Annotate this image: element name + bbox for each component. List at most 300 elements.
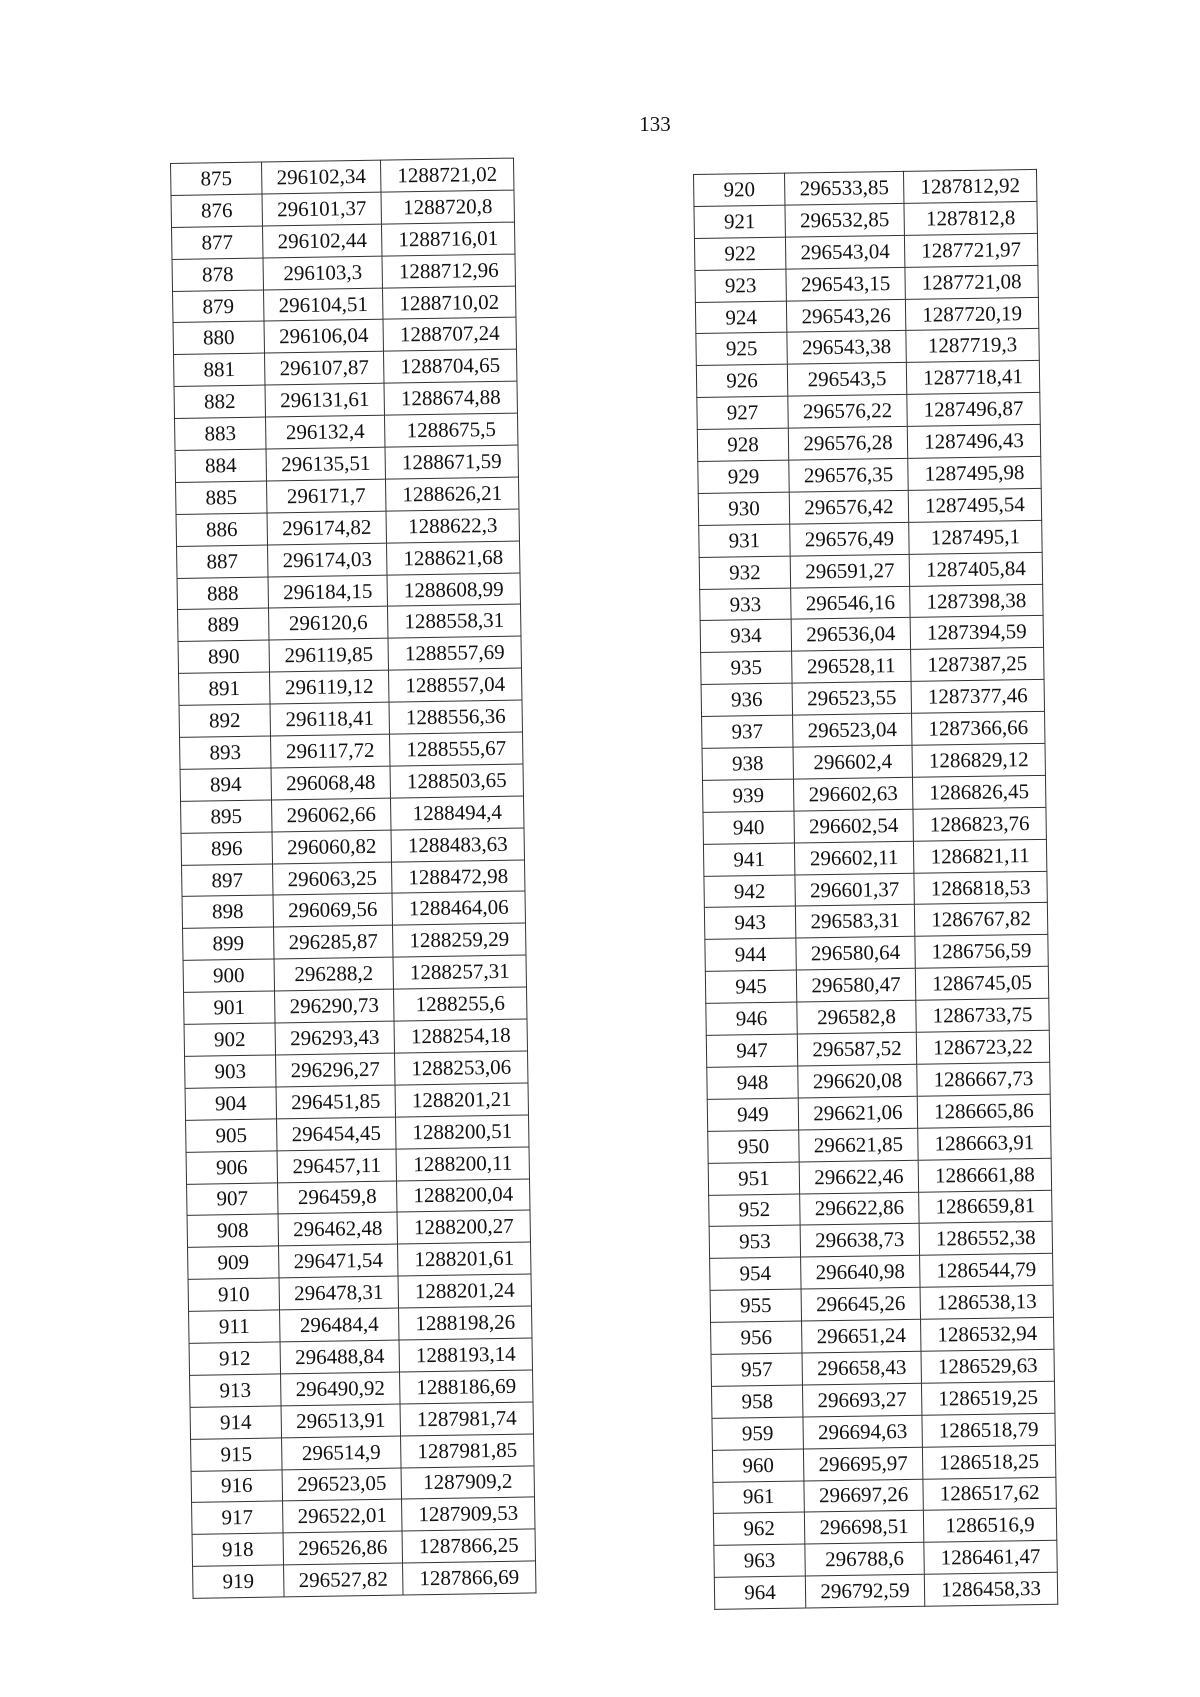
y-coordinate-cell: 1286538,13 xyxy=(920,1285,1053,1319)
table-row xyxy=(181,796,524,833)
table-row xyxy=(705,967,1048,1004)
table-row xyxy=(184,1019,527,1056)
y-coordinate-cell: 1286663,91 xyxy=(918,1126,1051,1160)
x-coordinate-cell: 296174,82 xyxy=(267,511,386,545)
x-coordinate-cell: 296543,04 xyxy=(785,235,904,269)
point-number-cell: 940 xyxy=(703,811,794,844)
x-coordinate-cell: 296522,01 xyxy=(283,1499,402,1533)
x-coordinate-cell: 296576,49 xyxy=(790,522,909,556)
x-coordinate-cell: 296184,15 xyxy=(268,575,387,609)
table-row xyxy=(698,488,1041,525)
table-row xyxy=(702,775,1045,812)
y-coordinate-cell: 1286756,59 xyxy=(915,935,1048,969)
table-row xyxy=(172,222,515,259)
table-row xyxy=(174,381,517,418)
y-coordinate-cell: 1288255,6 xyxy=(394,987,527,1021)
table-row xyxy=(185,1051,528,1088)
y-coordinate-cell: 1286659,81 xyxy=(919,1190,1052,1224)
y-coordinate-cell: 1288253,06 xyxy=(395,1051,528,1085)
y-coordinate-cell: 1287495,54 xyxy=(908,488,1041,522)
point-number-cell: 961 xyxy=(713,1481,804,1514)
y-coordinate-cell: 1288201,24 xyxy=(398,1274,531,1308)
table-row xyxy=(697,393,1040,430)
x-coordinate-cell: 296457,11 xyxy=(277,1149,396,1183)
y-coordinate-cell: 1288622,3 xyxy=(386,509,519,543)
table-row xyxy=(710,1285,1053,1322)
y-coordinate-cell: 1286461,47 xyxy=(924,1541,1057,1575)
x-coordinate-cell: 296543,15 xyxy=(786,267,905,301)
table-row xyxy=(177,541,520,578)
x-coordinate-cell: 296532,85 xyxy=(785,203,904,237)
point-number-cell: 936 xyxy=(701,683,792,716)
y-coordinate-cell: 1288472,98 xyxy=(392,860,525,894)
x-coordinate-cell: 296546,16 xyxy=(791,586,910,620)
table-row xyxy=(174,349,517,386)
point-number-cell: 882 xyxy=(174,385,265,418)
y-coordinate-cell: 1288557,69 xyxy=(388,636,521,670)
table-row xyxy=(183,923,526,960)
y-coordinate-cell: 1288558,31 xyxy=(387,605,520,639)
table-row xyxy=(193,1561,536,1598)
y-coordinate-cell: 1286733,75 xyxy=(916,998,1049,1032)
table-row xyxy=(703,807,1046,844)
point-number-cell: 907 xyxy=(187,1182,278,1215)
y-coordinate-cell: 1287495,98 xyxy=(908,456,1041,490)
y-coordinate-cell: 1288201,21 xyxy=(395,1083,528,1117)
point-number-cell: 917 xyxy=(192,1501,283,1534)
point-number-cell: 919 xyxy=(193,1565,284,1598)
y-coordinate-cell: 1286544,79 xyxy=(920,1254,1053,1288)
x-coordinate-cell: 296583,31 xyxy=(795,905,914,939)
point-number-cell: 957 xyxy=(711,1353,802,1386)
point-number-cell: 918 xyxy=(192,1533,283,1566)
table-row xyxy=(709,1222,1052,1259)
x-coordinate-cell: 296523,04 xyxy=(793,713,912,747)
point-number-cell: 878 xyxy=(172,258,263,291)
y-coordinate-cell: 1288494,4 xyxy=(391,796,524,830)
table-row xyxy=(709,1190,1052,1227)
table-row xyxy=(182,891,525,928)
point-number-cell: 932 xyxy=(699,556,790,589)
x-coordinate-cell: 296697,26 xyxy=(804,1479,923,1513)
x-coordinate-cell: 296288,2 xyxy=(274,957,393,991)
y-coordinate-cell: 1288555,67 xyxy=(389,732,522,766)
table-row xyxy=(699,520,1042,557)
y-coordinate-cell: 1286767,82 xyxy=(914,903,1047,937)
y-coordinate-cell: 1287394,59 xyxy=(910,616,1043,650)
x-coordinate-cell: 296792,59 xyxy=(805,1574,924,1608)
table-row xyxy=(713,1509,1056,1546)
table-row xyxy=(694,233,1037,270)
point-number-cell: 937 xyxy=(702,715,793,748)
table-row xyxy=(176,509,519,546)
y-coordinate-cell: 1286826,45 xyxy=(912,775,1045,809)
x-coordinate-cell: 296484,4 xyxy=(280,1308,399,1342)
x-coordinate-cell: 296135,51 xyxy=(266,447,385,481)
point-number-cell: 959 xyxy=(712,1417,803,1450)
x-coordinate-cell: 296296,27 xyxy=(276,1053,395,1087)
y-coordinate-cell: 1286667,73 xyxy=(917,1062,1050,1096)
table-row xyxy=(190,1402,533,1439)
y-coordinate-cell: 1288608,99 xyxy=(387,573,520,607)
point-number-cell: 938 xyxy=(702,747,793,780)
y-coordinate-cell: 1287719,3 xyxy=(906,329,1039,363)
y-coordinate-cell: 1286745,05 xyxy=(915,967,1048,1001)
y-coordinate-cell: 1288503,65 xyxy=(390,764,523,798)
point-number-cell: 881 xyxy=(174,353,265,386)
x-coordinate-cell: 296102,34 xyxy=(261,160,380,194)
point-number-cell: 956 xyxy=(711,1321,802,1354)
point-number-cell: 948 xyxy=(707,1066,798,1099)
table-row xyxy=(186,1147,529,1184)
point-number-cell: 911 xyxy=(189,1310,280,1343)
y-coordinate-cell: 1287495,1 xyxy=(909,520,1042,554)
x-coordinate-cell: 296063,25 xyxy=(273,862,392,896)
y-coordinate-cell: 1288720,8 xyxy=(381,190,514,224)
x-coordinate-cell: 296062,66 xyxy=(272,798,391,832)
x-coordinate-cell: 296119,12 xyxy=(270,670,389,704)
x-coordinate-cell: 296582,8 xyxy=(797,1000,916,1034)
table-row xyxy=(192,1529,535,1566)
point-number-cell: 925 xyxy=(696,333,787,366)
x-coordinate-cell: 296459,8 xyxy=(278,1181,397,1215)
y-coordinate-cell: 1288621,68 xyxy=(386,541,519,575)
x-coordinate-cell: 296576,35 xyxy=(789,458,908,492)
point-number-cell: 899 xyxy=(183,927,274,960)
y-coordinate-cell: 1288671,59 xyxy=(385,445,518,479)
x-coordinate-cell: 296478,31 xyxy=(279,1276,398,1310)
point-number-cell: 963 xyxy=(714,1544,805,1577)
y-coordinate-cell: 1288200,51 xyxy=(396,1115,529,1149)
x-coordinate-cell: 296543,5 xyxy=(787,363,906,397)
y-coordinate-cell: 1288201,61 xyxy=(398,1242,531,1276)
table-row xyxy=(706,998,1049,1035)
x-coordinate-cell: 296068,48 xyxy=(271,766,390,800)
point-number-cell: 920 xyxy=(694,173,785,206)
y-coordinate-cell: 1288259,29 xyxy=(393,923,526,957)
x-coordinate-cell: 296106,04 xyxy=(264,320,383,354)
x-coordinate-cell: 296060,82 xyxy=(272,830,391,864)
table-row xyxy=(712,1413,1055,1450)
table-row xyxy=(701,680,1044,717)
x-coordinate-cell: 296576,22 xyxy=(788,395,907,429)
x-coordinate-cell: 296621,85 xyxy=(799,1128,918,1162)
point-number-cell: 914 xyxy=(190,1406,281,1439)
table-row xyxy=(698,456,1041,493)
point-number-cell: 884 xyxy=(175,449,266,482)
y-coordinate-cell: 1286821,11 xyxy=(913,839,1046,873)
point-number-cell: 923 xyxy=(695,269,786,302)
y-coordinate-cell: 1287398,38 xyxy=(910,584,1043,618)
x-coordinate-cell: 296171,7 xyxy=(267,479,386,513)
x-coordinate-cell: 296658,43 xyxy=(802,1351,921,1385)
table-row xyxy=(707,1062,1050,1099)
point-number-cell: 901 xyxy=(184,991,275,1024)
point-number-cell: 941 xyxy=(703,843,794,876)
x-coordinate-cell: 296693,27 xyxy=(802,1383,921,1417)
y-coordinate-cell: 1288712,96 xyxy=(382,254,515,288)
point-number-cell: 951 xyxy=(708,1162,799,1195)
point-number-cell: 905 xyxy=(186,1119,277,1152)
y-coordinate-cell: 1286829,12 xyxy=(912,743,1045,777)
table-row xyxy=(708,1158,1051,1195)
point-number-cell: 885 xyxy=(176,481,267,514)
x-coordinate-cell: 296102,44 xyxy=(262,224,381,258)
y-coordinate-cell: 1288193,14 xyxy=(399,1338,532,1372)
table-row xyxy=(706,1030,1049,1067)
coordinates-table-right-body xyxy=(694,169,1058,1609)
table-row xyxy=(182,860,525,897)
point-number-cell: 889 xyxy=(178,608,269,641)
x-coordinate-cell: 296694,63 xyxy=(803,1415,922,1449)
y-coordinate-cell: 1287981,85 xyxy=(401,1434,534,1468)
x-coordinate-cell: 296620,08 xyxy=(798,1064,917,1098)
y-coordinate-cell: 1287496,43 xyxy=(907,425,1040,459)
table-row xyxy=(173,286,516,323)
point-number-cell: 890 xyxy=(178,640,269,673)
point-number-cell: 945 xyxy=(705,970,796,1003)
point-number-cell: 958 xyxy=(711,1385,802,1418)
point-number-cell: 903 xyxy=(185,1055,276,1088)
table-row xyxy=(711,1317,1054,1354)
x-coordinate-cell: 296580,47 xyxy=(796,969,915,1003)
point-number-cell: 954 xyxy=(710,1257,801,1290)
x-coordinate-cell: 296174,03 xyxy=(268,543,387,577)
point-number-cell: 912 xyxy=(189,1342,280,1375)
point-number-cell: 895 xyxy=(181,800,272,833)
x-coordinate-cell: 296638,73 xyxy=(800,1224,919,1258)
y-coordinate-cell: 1288704,65 xyxy=(383,349,516,383)
x-coordinate-cell: 296119,85 xyxy=(269,638,388,672)
table-row xyxy=(694,201,1037,238)
y-coordinate-cell: 1288254,18 xyxy=(394,1019,527,1053)
table-row xyxy=(714,1572,1057,1609)
y-coordinate-cell: 1286823,76 xyxy=(913,807,1046,841)
y-coordinate-cell: 1288200,11 xyxy=(396,1147,529,1181)
point-number-cell: 913 xyxy=(190,1374,281,1407)
point-number-cell: 886 xyxy=(176,513,267,546)
x-coordinate-cell: 296622,86 xyxy=(800,1192,919,1226)
x-coordinate-cell: 296587,52 xyxy=(797,1032,916,1066)
y-coordinate-cell: 1287721,08 xyxy=(905,265,1038,299)
y-coordinate-cell: 1287866,25 xyxy=(402,1529,535,1563)
table-row xyxy=(695,297,1038,334)
x-coordinate-cell: 296527,82 xyxy=(284,1563,403,1597)
table-row xyxy=(175,413,518,450)
y-coordinate-cell: 1288707,24 xyxy=(383,318,516,352)
coordinates-table-left-body xyxy=(171,158,536,1598)
point-number-cell: 875 xyxy=(171,162,262,195)
x-coordinate-cell: 296621,06 xyxy=(798,1096,917,1130)
table-row xyxy=(171,158,514,195)
point-number-cell: 906 xyxy=(186,1151,277,1184)
y-coordinate-cell: 1287387,25 xyxy=(911,648,1044,682)
y-coordinate-cell: 1287812,8 xyxy=(904,201,1037,235)
x-coordinate-cell: 296132,4 xyxy=(266,415,385,449)
y-coordinate-cell: 1286818,53 xyxy=(914,871,1047,905)
table-row xyxy=(705,935,1048,972)
point-number-cell: 953 xyxy=(709,1225,800,1258)
x-coordinate-cell: 296695,97 xyxy=(803,1447,922,1481)
y-coordinate-cell: 1288186,69 xyxy=(400,1370,533,1404)
point-number-cell: 888 xyxy=(177,577,268,610)
y-coordinate-cell: 1287366,66 xyxy=(912,711,1045,745)
point-number-cell: 893 xyxy=(180,736,271,769)
point-number-cell: 942 xyxy=(704,875,795,908)
table-row xyxy=(188,1274,531,1311)
y-coordinate-cell: 1287866,69 xyxy=(403,1561,536,1595)
y-coordinate-cell: 1286519,25 xyxy=(921,1381,1054,1415)
point-number-cell: 880 xyxy=(173,321,264,354)
point-number-cell: 928 xyxy=(697,428,788,461)
x-coordinate-cell: 296462,48 xyxy=(278,1212,397,1246)
table-row xyxy=(700,616,1043,653)
table-row xyxy=(711,1381,1054,1418)
x-coordinate-cell: 296118,41 xyxy=(270,702,389,736)
x-coordinate-cell: 296651,24 xyxy=(802,1319,921,1353)
y-coordinate-cell: 1287812,92 xyxy=(903,169,1036,203)
point-number-cell: 897 xyxy=(182,864,273,897)
y-coordinate-cell: 1288257,31 xyxy=(393,955,526,989)
table-row xyxy=(711,1349,1054,1386)
y-coordinate-cell: 1287405,84 xyxy=(909,552,1042,586)
point-number-cell: 876 xyxy=(171,194,262,227)
x-coordinate-cell: 296471,54 xyxy=(279,1244,398,1278)
y-coordinate-cell: 1286723,22 xyxy=(916,1030,1049,1064)
y-coordinate-cell: 1288674,88 xyxy=(384,381,517,415)
x-coordinate-cell: 296602,11 xyxy=(794,841,913,875)
point-number-cell: 949 xyxy=(707,1098,798,1131)
y-coordinate-cell: 1287909,2 xyxy=(401,1465,534,1499)
table-row xyxy=(697,425,1040,462)
table-row xyxy=(190,1370,533,1407)
point-number-cell: 931 xyxy=(699,524,790,557)
table-row xyxy=(180,732,523,769)
table-row xyxy=(714,1541,1057,1578)
y-coordinate-cell: 1286665,86 xyxy=(917,1094,1050,1128)
y-coordinate-cell: 1286552,38 xyxy=(919,1222,1052,1256)
x-coordinate-cell: 296120,6 xyxy=(269,607,388,641)
point-number-cell: 935 xyxy=(701,651,792,684)
y-coordinate-cell: 1287981,74 xyxy=(400,1402,533,1436)
point-number-cell: 883 xyxy=(175,417,266,450)
table-row xyxy=(191,1434,534,1471)
y-coordinate-cell: 1287718,41 xyxy=(906,361,1039,395)
x-coordinate-cell: 296645,26 xyxy=(801,1287,920,1321)
table-row xyxy=(701,648,1044,685)
y-coordinate-cell: 1286529,63 xyxy=(921,1349,1054,1383)
table-row xyxy=(710,1254,1053,1291)
x-coordinate-cell: 296640,98 xyxy=(801,1256,920,1290)
x-coordinate-cell: 296576,42 xyxy=(789,490,908,524)
x-coordinate-cell: 296788,6 xyxy=(805,1543,924,1577)
point-number-cell: 894 xyxy=(180,768,271,801)
point-number-cell: 900 xyxy=(183,959,274,992)
point-number-cell: 887 xyxy=(177,545,268,578)
table-row xyxy=(708,1126,1051,1163)
y-coordinate-cell: 1287909,53 xyxy=(402,1497,535,1531)
coordinates-table-left xyxy=(170,158,537,1599)
x-coordinate-cell: 296543,26 xyxy=(786,299,905,333)
point-number-cell: 927 xyxy=(697,396,788,429)
coordinates-table-right xyxy=(693,169,1058,1610)
x-coordinate-cell: 296523,55 xyxy=(792,682,911,716)
x-coordinate-cell: 296290,73 xyxy=(275,989,394,1023)
x-coordinate-cell: 296602,54 xyxy=(794,809,913,843)
y-coordinate-cell: 1286517,62 xyxy=(923,1477,1056,1511)
y-coordinate-cell: 1288464,06 xyxy=(392,891,525,925)
y-coordinate-cell: 1288557,04 xyxy=(388,668,521,702)
y-coordinate-cell: 1288626,21 xyxy=(385,477,518,511)
table-row xyxy=(700,584,1043,621)
table-row xyxy=(172,254,515,291)
y-coordinate-cell: 1288483,63 xyxy=(391,828,524,862)
x-coordinate-cell: 296514,9 xyxy=(282,1436,401,1470)
point-number-cell: 944 xyxy=(705,938,796,971)
point-number-cell: 902 xyxy=(184,1023,275,1056)
table-row xyxy=(179,668,522,705)
point-number-cell: 891 xyxy=(179,672,270,705)
x-coordinate-cell: 296536,04 xyxy=(791,618,910,652)
table-row xyxy=(703,839,1046,876)
x-coordinate-cell: 296601,37 xyxy=(795,873,914,907)
table-row xyxy=(180,764,523,801)
x-coordinate-cell: 296069,56 xyxy=(273,894,392,928)
table-row xyxy=(187,1178,530,1215)
point-number-cell: 947 xyxy=(706,1034,797,1067)
point-number-cell: 964 xyxy=(714,1576,805,1609)
y-coordinate-cell: 1286532,94 xyxy=(921,1317,1054,1351)
table-row xyxy=(704,903,1047,940)
x-coordinate-cell: 296490,92 xyxy=(281,1372,400,1406)
x-coordinate-cell: 296101,37 xyxy=(262,192,381,226)
table-row xyxy=(184,987,527,1024)
table-row xyxy=(192,1497,535,1534)
y-coordinate-cell: 1287721,97 xyxy=(904,233,1037,267)
x-coordinate-cell: 296528,11 xyxy=(792,650,911,684)
table-row xyxy=(696,329,1039,366)
x-coordinate-cell: 296513,91 xyxy=(281,1404,400,1438)
point-number-cell: 946 xyxy=(706,1002,797,1035)
point-number-cell: 930 xyxy=(698,492,789,525)
point-number-cell: 892 xyxy=(179,704,270,737)
table-row xyxy=(713,1477,1056,1514)
table-row xyxy=(178,605,521,642)
x-coordinate-cell: 296576,28 xyxy=(788,426,907,460)
point-number-cell: 952 xyxy=(709,1194,800,1227)
y-coordinate-cell: 1288721,02 xyxy=(380,158,513,192)
point-number-cell: 915 xyxy=(191,1438,282,1471)
x-coordinate-cell: 296451,85 xyxy=(276,1085,395,1119)
point-number-cell: 898 xyxy=(182,895,273,928)
x-coordinate-cell: 296117,72 xyxy=(271,734,390,768)
x-coordinate-cell: 296580,64 xyxy=(796,937,915,971)
table-row xyxy=(712,1445,1055,1482)
point-number-cell: 896 xyxy=(181,832,272,865)
table-row xyxy=(702,743,1045,780)
table-row xyxy=(696,361,1039,398)
y-coordinate-cell: 1288200,27 xyxy=(397,1210,530,1244)
table-row xyxy=(694,169,1037,206)
point-number-cell: 921 xyxy=(694,205,785,238)
x-coordinate-cell: 296104,51 xyxy=(264,288,383,322)
y-coordinate-cell: 1288556,36 xyxy=(389,700,522,734)
x-coordinate-cell: 296602,63 xyxy=(793,777,912,811)
x-coordinate-cell: 296622,46 xyxy=(799,1160,918,1194)
x-coordinate-cell: 296523,05 xyxy=(282,1468,401,1502)
x-coordinate-cell: 296488,84 xyxy=(280,1340,399,1374)
y-coordinate-cell: 1288716,01 xyxy=(381,222,514,256)
